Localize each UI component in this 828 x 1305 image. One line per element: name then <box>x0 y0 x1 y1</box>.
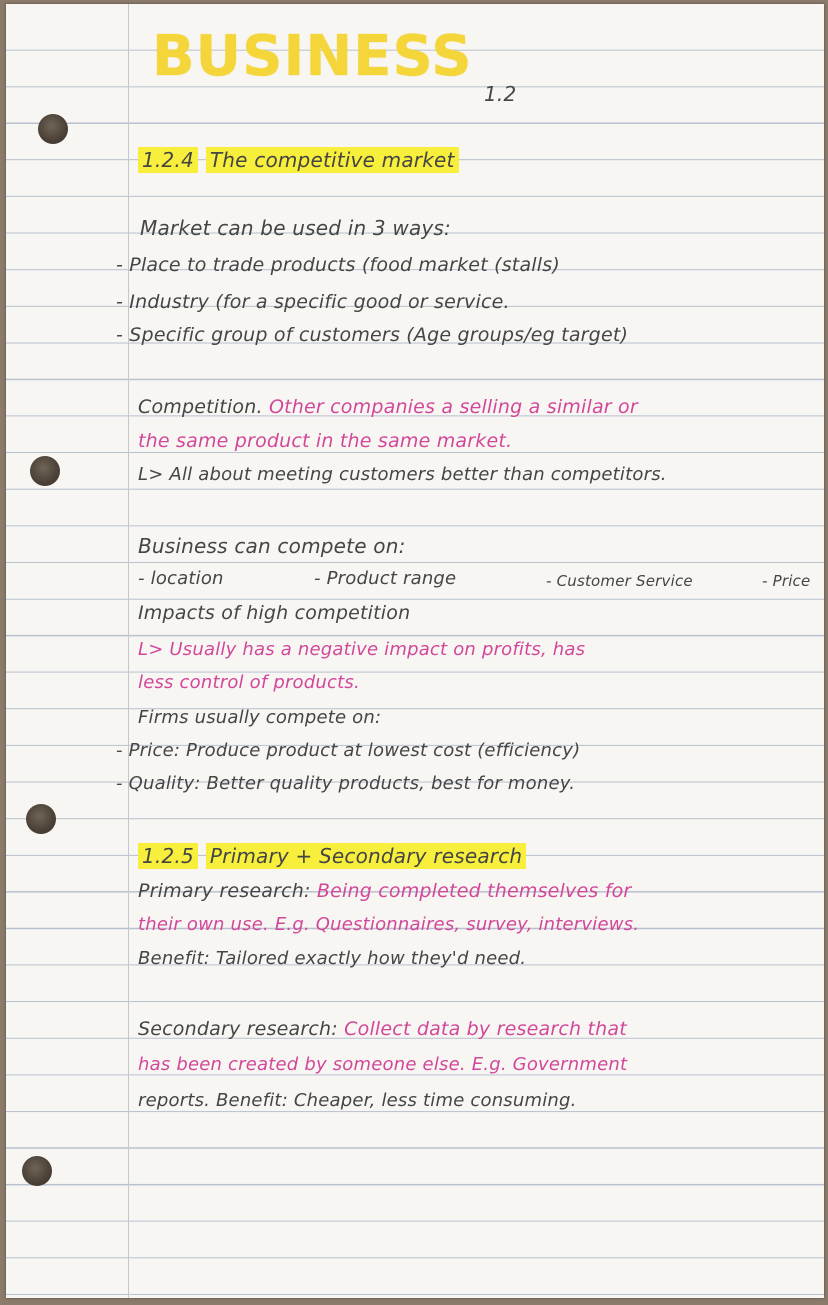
secondary-research-line-1 <box>138 1020 627 1039</box>
primary-research-line-1 <box>138 882 631 901</box>
punch-hole <box>26 804 56 834</box>
punch-hole <box>22 1156 52 1186</box>
secondary-research-line-2: has been created by someone else. E.g. Government <box>138 1054 628 1075</box>
competition-label: Competition. <box>138 396 263 418</box>
market-way-1: - Place to trade products (food market (stalls) <box>116 254 560 276</box>
secondary-research-definition: Collect data by research that <box>344 1018 627 1040</box>
compete-location: - location <box>138 568 224 589</box>
secondary-research-label: Secondary research: <box>138 1018 338 1040</box>
market-way-3: - Specific group of customers (Age groups/eg target) <box>116 324 629 346</box>
section-heading-1-2-4 <box>138 150 459 170</box>
punch-hole <box>30 456 60 486</box>
impacts-line-2: less control of products. <box>138 672 360 693</box>
market-way-2: - Industry (for a specific good or service. <box>116 291 510 313</box>
section-number: 1.2.5 <box>138 843 198 869</box>
secondary-research-benefit: reports. Benefit: Cheaper, less time consuming. <box>138 1090 577 1111</box>
primary-research-benefit: Benefit: Tailored exactly how they'd need. <box>138 948 527 969</box>
section-title: Primary + Secondary research <box>206 843 526 869</box>
primary-research-label: Primary research: <box>138 880 311 902</box>
punch-hole <box>38 114 68 144</box>
compete-customer-service: - Customer Service <box>546 572 693 590</box>
margin-line <box>128 4 129 1298</box>
primary-research-line-2: their own use. E.g. Questionnaires, survey, interviews. <box>138 914 640 935</box>
compete-price: - Price <box>762 572 811 590</box>
market-intro: Market can be used in 3 ways: <box>140 216 451 240</box>
section-heading-1-2-5 <box>138 846 526 866</box>
notebook-page <box>6 4 824 1298</box>
competition-note: L> All about meeting customers better than competitors. <box>138 464 667 485</box>
competition-definition: Other companies a selling a similar or <box>268 396 638 418</box>
section-title: The competitive market <box>206 147 459 173</box>
competition-definition-line-2: the same product in the same market. <box>138 430 513 452</box>
page-title: BUSINESS <box>152 24 473 89</box>
firms-intro: Firms usually compete on: <box>138 707 382 728</box>
compete-intro: Business can compete on: <box>138 534 406 558</box>
section-number: 1.2.4 <box>138 147 198 173</box>
firms-compete-quality: - Quality: Better quality products, best for money. <box>116 773 576 794</box>
firms-compete-price: - Price: Produce product at lowest cost (efficiency) <box>116 740 581 761</box>
primary-research-definition: Being completed themselves for <box>316 880 632 902</box>
impacts-heading: Impacts of high competition <box>138 602 411 624</box>
impacts-line-1: L> Usually has a negative impact on profits, has <box>138 639 586 660</box>
unit-number: 1.2 <box>484 82 517 106</box>
competition-definition-line-1 <box>138 398 638 417</box>
compete-product-range: - Product range <box>314 568 457 589</box>
